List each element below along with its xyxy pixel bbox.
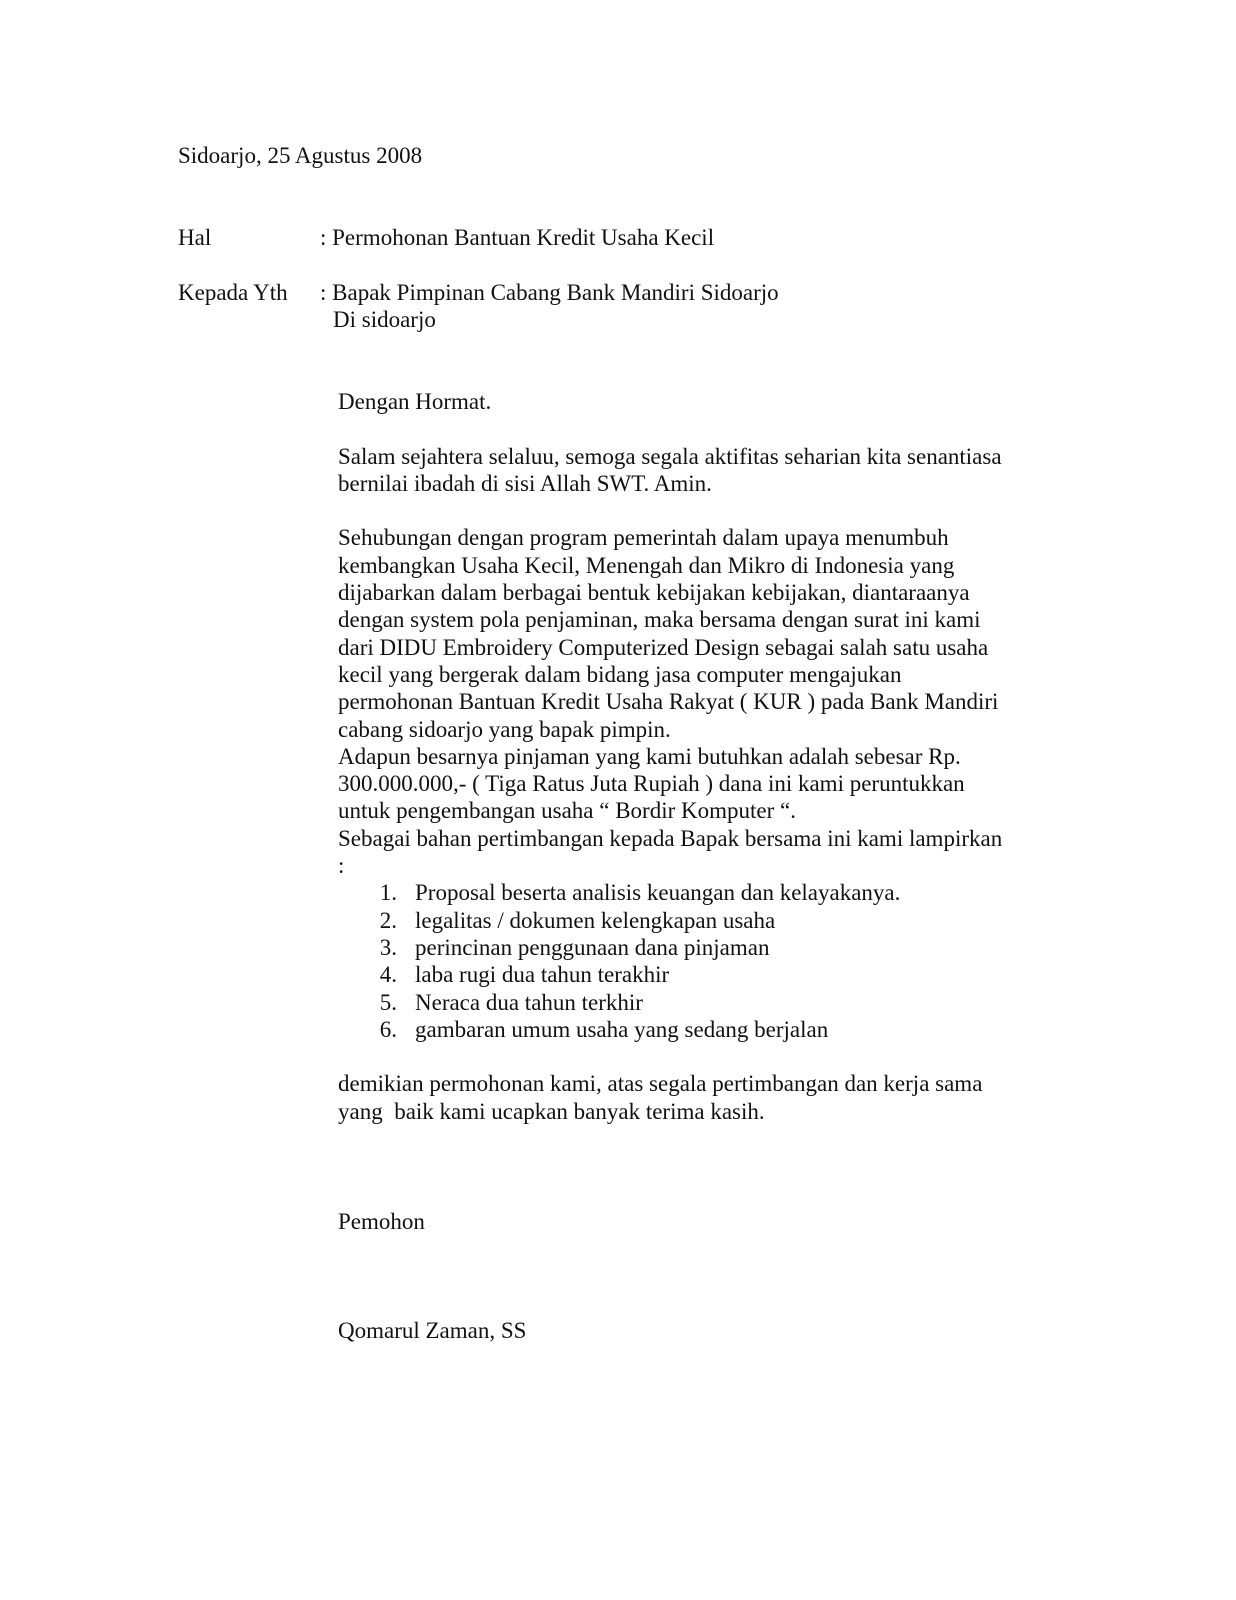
signer-label: Pemohon	[338, 1209, 425, 1234]
list-item-number: 4.	[379, 962, 397, 988]
body-line: dijabarkan dalam berbagai bentuk kebijakan kebijakan, diantaraanya	[338, 580, 970, 606]
list-item-number: 5.	[379, 989, 397, 1015]
list-item-number: 2.	[379, 907, 397, 933]
list-item-number: 1.	[379, 880, 397, 906]
body-line: dengan system pola penjaminan, maka bersama dengan surat ini kami	[338, 607, 981, 633]
opening-line: bernilai ibadah di sisi Allah SWT. Amin.	[338, 470, 712, 496]
list-item-text: perincinan penggunaan dana pinjaman	[415, 934, 770, 960]
list-item-text: Proposal beserta analisis keuangan dan kelayakanya.	[415, 880, 901, 906]
list-item	[338, 879, 1038, 906]
body-line: kembangkan Usaha Kecil, Menengah dan Mikro di Indonesia yang	[338, 552, 955, 578]
closing-paragraph	[338, 1070, 1038, 1125]
list-item	[338, 989, 1038, 1016]
body-line: permohonan Bantuan Kredit Usaha Rakyat ( KUR ) pada Bank Mandiri	[338, 689, 999, 715]
closing-line: demikian permohonan kami, atas segala pertimbangan dan kerja sama	[338, 1071, 983, 1097]
subject-value: : Permohonan Bantuan Kredit Usaha Kecil	[320, 225, 715, 250]
list-item	[338, 907, 1038, 934]
list-item-text: legalitas / dokumen kelengkapan usaha	[415, 907, 776, 933]
opening-paragraph	[338, 443, 1038, 498]
closing-line: yang baik kami ucapkan banyak terima kasih.	[338, 1098, 765, 1124]
list-item-number: 6.	[379, 1016, 397, 1042]
list-item	[338, 1016, 1038, 1043]
list-item-number: 3.	[379, 934, 397, 960]
body-line: Sehubungan dengan program pemerintah dalam upaya menumbuh	[338, 525, 949, 551]
letter-body	[338, 388, 1038, 1125]
list-item-text: Neraca dua tahun terkhir	[415, 989, 643, 1015]
body-line: :	[338, 853, 345, 879]
signer-name: Qomarul Zaman, SS	[338, 1318, 527, 1343]
body-line: Sebagai bahan pertimbangan kepada Bapak bersama ini kami lampirkan	[338, 825, 1003, 851]
recipient-value: : Bapak Pimpinan Cabang Bank Mandiri Sidoarjo	[320, 280, 779, 305]
main-paragraph	[338, 524, 1038, 879]
body-line: 300.000.000,- ( Tiga Ratus Juta Rupiah ) dana ini kami peruntukkan	[338, 771, 965, 797]
greeting: Dengan Hormat.	[338, 389, 492, 414]
recipient-label: Kepada Yth	[178, 280, 288, 305]
recipient-location: Di sidoarjo	[333, 307, 436, 332]
body-line: Adapun besarnya pinjaman yang kami butuhkan adalah sebesar Rp.	[338, 743, 961, 769]
list-item-text: laba rugi dua tahun terakhir	[415, 962, 670, 988]
body-line: untuk pengembangan usaha “ Bordir Komputer “.	[338, 798, 796, 824]
attachment-list	[338, 879, 1038, 1043]
letter-date: Sidoarjo, 25 Agustus 2008	[178, 143, 423, 168]
list-item	[338, 961, 1038, 988]
opening-line: Salam sejahtera selaluu, semoga segala aktifitas seharian kita senantiasa	[338, 443, 1002, 469]
list-item-text: gambaran umum usaha yang sedang berjalan	[415, 1016, 829, 1042]
body-line: cabang sidoarjo yang bapak pimpin.	[338, 716, 671, 742]
body-line: dari DIDU Embroidery Computerized Design sebagai salah satu usaha	[338, 634, 989, 660]
list-item	[338, 934, 1038, 961]
subject-label: Hal	[178, 225, 212, 250]
body-line: kecil yang bergerak dalam bidang jasa computer mengajukan	[338, 661, 902, 687]
